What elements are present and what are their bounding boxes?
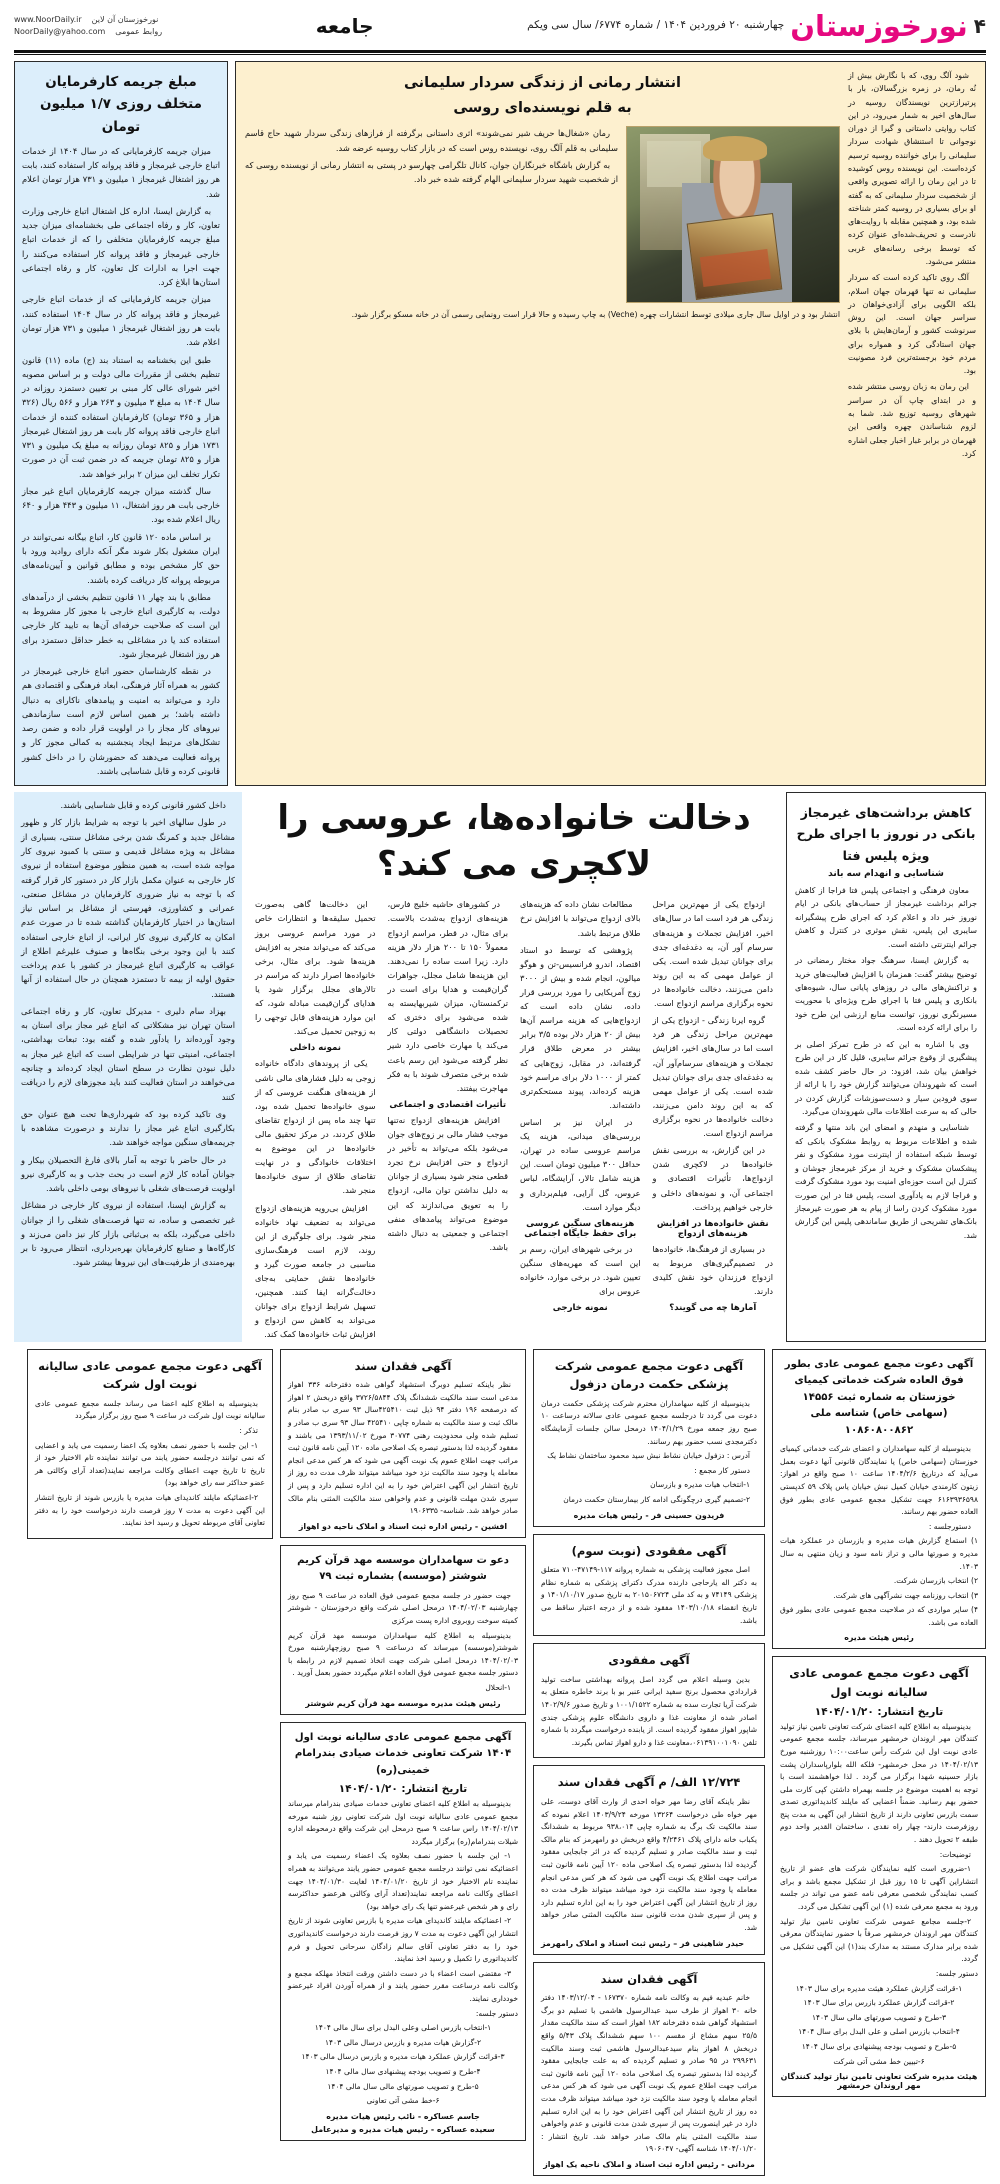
paragraph: بهزاد سام دلیری - مدیرکل تعاون، کار و رفاه اجتماعی استان تهران نیز مشکلاتی که اتباع غیر مجاز برای استان به وجود آورده‌اند را یادآور شده و گفته بود: تبعات بهداشتی، اجتماعی، امنیتی تنها در شرایطی است که اتباع غیر مجاز به دلیل نبودن نظارت در سطح استان ایجاد کرده‌اند و چنانچه می‌خواهند در استان فعالیت کنند باید مجوزهای لازم را دریافت کنند (21, 1005, 235, 1102)
paragraph: به گزارش ایسنا، استفاده از نیروی کار خارجی در مشاغل غیر تخصصی و ساده، نه تنها فرصت‌های شغلی را از جوانان داخلی می‌گیرد، بلکه به بی‌ثباتی بازار کار نیز دامن می‌زند و کارگاه‌ها و صنایع کارفرمایان بهره‌برداری، انتظار می‌رود تا بر بهره‌مندی از ظرفیت‌های این نیروها بیشتر شود. (21, 1200, 235, 1268)
paragraph: در کشورهای حاشیه خلیج فارس، هزینه‌های ازدواج به‌شدت بالاست. برای مثال، در قطر، مراسم ازدواج معمولاً ۱۵۰ تا ۲۰۰ هزار دلار هزینه دارد. زیرا است ساده را نمی‌دهند. این هزینه‌ها شامل مجلل، جواهرات گران‌قیمت و هدایا برای است در ترکمنستان، میزان شیربهایسته به شده می‌شود برای دختری که تحصیلات دانشگاهی دولتی کار می‌کند یا مهارت خاصی دارد شیر نظر گرفته می‌شود این رسم باعث شده برخی متصرف شوند با به فکر مهاجرت بیفتند. (387, 899, 508, 1093)
notice-box (280, 1722, 526, 2141)
paragraph: یکی از پروندهای دادگاه خانواده زوجی به دلیل فشارهای مالی ناشی از هزینه‌های هنگفت عروسی که از سوی خانواده‌ها تحمیل شده بود، تنها چند ماه پس از ازدواج تقاضای طلاق کردند، در مرکز تحقیق مالی خانواده‌ها در این موضوع به اختلافات خانوادگی و در نهایت تقاضای طلاق از سوی خانواده‌ها منجر شد. (255, 1058, 376, 1196)
notices-column-mid-right (280, 1349, 526, 2141)
masthead-rule-thin (14, 54, 986, 55)
article-photo (626, 126, 840, 303)
paragraph: شود آلگ روی، که با نگارش بیش از نُه رمان، در زمره بزرگسالان، بار با پرتیرازترین نویسندگان روسیه در سال‌های اخیر به شمار می‌رود، در این کتاب روایتی داستانی و گیرا از دوران نوجوانی تا استنشاق شهادت سردار سلیمانی را برای خواننده روسیه ترسیم کرده‌است. این نویسنده روس کوشیده تا در این رمان را ارائه تصویری واقعی از شخصیت سردار سلیمانی که به گفته او برای بسیاری در روسیه کمتر شناخته شده بود، و همچنین مقابله با روایت‌های نادرست و تحریف‌شده‌ای عنوان کرده که توسط برخی رسانه‌های غربی منتشر می‌شود. (848, 71, 976, 266)
paragraph: به گزارش باشگاه خبرنگاران جوان، کانال تلگرامی چهارسو در پستی به انتشار رمانی از نویسنده روسی که از شخصیت شهید سردار سلیمانی الهام گرفته شده خبر داد. (245, 159, 618, 185)
paragraph: در نقطه کارشناسان حضور اتباع خارجی غیرمجاز در کشور به همراه آثار فرهنگی، ابعاد فرهنگی و اقتصادی هم دارد و می‌تواند به امنیت و پیامدهای ناکارای به دنبال داشته باشد؛ بر همین اساس لازم است سازماندهی نیروهای کار مجاز را در اولویت قرار داده و ضمن رصد تشکل‌های مرتبط ایجاد پنجشنبه به کمالی مجوز کار و پروانه فعالیت می‌دهند که حضورشان را در داخل کشور قانونی کرده و قابل شناسایی باشند. (22, 666, 220, 776)
notice-paragraph: دستورجلسه : (928, 1521, 971, 1531)
notice-box (533, 1349, 765, 1527)
notice-title: آگهی دعوت مجمع عمومی عادی سالیانه نوبت اول (789, 1666, 969, 1700)
notice-agenda-item: ۲-قرائت گزارش عملکرد بازرس برای سال ۱۴۰۳ (803, 1998, 955, 2008)
notice-paragraph: بدینوسیله به اطلاع کلیه اعضای تعاونی خدمات صیادی بندرامام میرساند مجمع عمومی عادی سالیانه نوبت اول شرکت تعاونی روز شنبه مورخه ۱۴۰۴/۰۲/۱۳ راس ساعت ۹ صبح درمحل این شرکت واقع درمحوطه اداره شیلات بندرامام(ره) برگزار میگردد (288, 1799, 518, 1846)
notice-signature: مردانی - رئیس اداره ثبت اسناد و املاک ناحیه یک اهواز (543, 2159, 755, 2169)
notice-box (533, 1643, 765, 1758)
notice-title: آگهی دعوت مجمع عمومی عادی بطور فوق العاده شرکت خدماتی کیمیای خوزستان به شماره ثبت ۱۴۵۵۶ (سهامی خاص) شناسه ملی ۱۰۸۶۰۸۰۰۸۶۲ (784, 1358, 974, 1436)
notice-paragraph: اصل مجوز فعالیت پزشکی به شماره پروانه ۱۱۷-۴۷۱۴۹-۷۱۰ متعلق به دکتر اله یارحاجی دارنده مدرک دکترای پزشکی به شماره نظام پزشکی ۷۴۱۴۹ و به کد ملی ۲۰۱۵۰۶۷۲۴ به تاریخ صدور ۱۴۰۱/۱۰/۱۷ و تاریخ انقضاء ۱۴۰۳/۱۰/۱۸ مفقود شده و از درجه اعتبار ساقط می باشد. (541, 1565, 757, 1625)
notice-title: آگهی دعوت مجمع عمومی شرکت پزشکی حکمت درمان دزفول (554, 1358, 744, 1392)
subheading: نمونه داخلی (289, 1043, 342, 1054)
notice-paragraph: بدینوسیله به اطلاع کلیه اعضا می رساند جلسه مجمع عمومی عادی سالیانه نوبت اول شرکت در ساعت ۹ صبح روز برگزار میگردد (35, 1398, 265, 1421)
notice-signature: رئیس هیئت مدیره (844, 1633, 914, 1643)
notice-box (27, 1349, 273, 1539)
paragraph: افزایش هزینه‌های ازدواج نه‌تنها موجب فشار مالی بر زوج‌های جوان می‌شود بلکه می‌تواند به تأخیر در ازدواج و حتی افزایش نرخ تجرد قطعی منجر شود بسیاری از جوانان به دلیل نداشتن توان مالی، ازدواج را به تعویق می‌اندازند که این موضوع می‌تواند پیامدهای منفی اجتماعی و جمعیتی به دنبال داشته باشد. (387, 1114, 508, 1252)
notice-agenda-title: دستور جلسه: (475, 2008, 518, 2018)
paragraph: در ایران نیز بر اساس بررسی‌های میدانی، هزینه یک مراسم عروسی ساده در تهران، حداقل ۳۰۰ میلیون تومان است. این هزینه شامل تالار، آرایشگاه، لباس عروس، گل آرایی، فیلم‌برداری و دیگر موارد است. (520, 1116, 641, 1212)
masthead-right (527, 8, 986, 43)
paragraph: در بسیاری از فرهنگ‌ها، خانواده‌ها در تصمیم‌گیری‌های مربوط به ازدواج فرزندان خود نقش کلیدی دارند. (652, 1243, 773, 1297)
paragraph: بر اساس ماده ۱۲۰ قانون کار، اتباع بیگانه نمی‌توانند در ایران مشغول بکار شوند مگر آنکه دارای روادید ورود با حق کار مشخص بوده و مطابق قوانین و آیین‌نامه‌های مربوطه پروانه کار دریافت کرده باشند. (22, 531, 220, 585)
notice-box (772, 1656, 986, 2097)
notices-column-right (27, 1349, 273, 1539)
headline-line-2: به قلم نویسنده‌ای روسی (453, 99, 632, 116)
notice-paragraph: ۲-تصمیم گیری درچگونگی ادامه کار بیمارستان حکمت درمان (563, 1495, 750, 1504)
notice-paragraph: تذکر : (239, 1426, 258, 1436)
classified-notices (8, 1342, 992, 2184)
paragraph: به گزارش ایسنا، سرهنگ جواد مختار رمضانی در توضیح بیشتر گفت: همزمان با افزایش فعالیت‌های خرید و تراکنش‌های مالی در روزهای پایانی سال، شیوه‌های بانکاری و پلیس فتا با اجرای طرح ویژه‌ای با محوریت مسیرنگری نوروز، توانست منابع ارزشی این طرح خود را برای ارائه کرده است. (795, 956, 977, 1033)
notice-paragraph: آدرس : دزفول خیابان نشاط نبش سید محمود ساختمان نشاط یک (547, 1451, 750, 1461)
notice-agenda-item: ۴-طرح و تصویب بودجه پیشنهادی سال مالی ۱۴۰۴ (325, 2066, 481, 2076)
notice-title: ۱۲/۷۲۴ الف/ م آگهی فقدان سند (557, 1775, 741, 1790)
notice-paragraph: ۱-انحلال (485, 1682, 511, 1692)
notice-box (533, 1765, 765, 1954)
notice-signature: هیئت مدیره شرکت تعاونی تامین نیاز تولید کنندگان مهر اروندان خرمشهر (780, 2072, 978, 2091)
masthead-contact (14, 14, 162, 38)
notice-agenda-item: ۴) سایر مواردی که در صلاحیت مجمع عمومی عادی بطور فوق العاده می باشد. (780, 1605, 978, 1627)
paragraph: سال گذشته میزان جریمه کارفرمایان اتباع غیر مجاز خارجی بابت هر روز اشتغال، ۱۱ میلیون و ۴۴۳ هزار و ۶۴۰ ریال اعلام شده بود. (22, 485, 220, 525)
notice-box (772, 1349, 986, 1650)
feature-headline: دخالت خانواده‌ها، عروسی را لاکچری می کند؟ (277, 798, 751, 884)
soleimani-lead-text (245, 126, 618, 303)
notice-agenda-item: ۶-خط مشی آتی تعاونی (366, 2096, 440, 2106)
paragraph: گروه ایرنا زندگی - ازدواج یکی از مهم‌ترین مراحل زندگی هر فرد است اما در سال‌های اخیر، افزایش تجملات و هزینه‌های سرسام‌آور آن، به دغدغه‌ای جدی برای جوانان تبدیل شده است. یکی از عوامل مهمی که به این روند دامن می‌زنند، دخالت خانواده‌ها در نحوه برگزاری مراسم ازدواج است. (652, 1015, 773, 1139)
article-cyber-police (786, 792, 986, 1341)
notice-signature-secondary: سعیده عساکره - رئیس هیات مدیره و مدیرعامل (311, 2124, 495, 2134)
notice-box (533, 1534, 765, 1637)
notice-agenda-item: ۱-انتخاب بازرس اصلی وعلی البدل برای سال مالی ۱۴۰۴ (314, 2023, 492, 2033)
soleimani-left-column (848, 69, 976, 463)
section-title: جامعه (315, 14, 374, 38)
paragraph: شناسایی و منهدم و امضای این باند منتها و گرفته شده و اطلاعات مربوط به روابط مشکوک بانکی که توسط شبکه استفاده از اینترنت مورد مشکوک و نفر پیشکسان مشکوک و خرید از مرکز غیرمجاز جوشان و کنترل این است حوزه‌ای امنیت بود مورد مشکوک گرفت و فراجا لازم به یادآوری است، پلیس فتا در این صورت مورد مشکوک کردن راسا از پیام به هر صورت غیرمجاز بانک‌های تشریحی از طریق ساماندهی پلیس این گزارش شد. (795, 1123, 977, 1240)
paragraph: وی تاکید کرده بود که شهرداری‌ها تحت هیچ عنوان حق بکارگیری اتباع غیر مجاز را ندارند و درصورت مشاهده با جریمه‌های سنگین مواجه خواهند شد. (21, 1108, 235, 1148)
notice-agenda-item: ۱) استماع گزارش هیات مدیره و بازرسان در عملکرد هیات مدیره و صورتها مالی و تراز نامه سود و زیان منتهی به سال ۱۴۰۳. (780, 1536, 978, 1571)
notice-paragraph: بدینوسیله به اطلاع کلیه اعضای شرکت تعاونی تامین نیاز تولید کنندگان مهر اروندان خرمشهر میرساند، جلسه مجمع عمومی عادی نوبت اول این شرکت رأس ساعت۱۰:۰۰ روزشنبه مورخ ۱۴۰۴/۰۲/۱۳ در محل خرمشهر- فلکه الله بلوارپاسداران پشت بازار حسینیه شهدا برگزار می گردد . لذا خواهشمند است با توجه به اهمیت موضوع در جلسه بهمراه داشتن کپی کارت ملی حضور بهم رسانید. ضمناً اعضایی که مایلند کاندیداتوری تصدی سمت بازرس تعاونی دارند از تاریخ انتشار این آگهی به مدت پنج روزفرصت دارند- چهار راه نقدی ، ساختمان القدیر واحد دوم طبقه ۲ تحویل دهند . (780, 1721, 978, 1845)
notice-paragraph: ۱- این جلسه با حضور نصف بعلاوه یک اعضا رسمیت می یابد و اعضایی که نمی توانند درجلسه حضور یابند می توانند نماینده تام الاختیار خود از تاریخ تا تاریخ جهت اعطای وکالت مراجعه نمایند(تعداد آرای وکالتی هر عضو حداکثر سه رای خواهد بود) (35, 1440, 265, 1488)
paragraph: میزان جریمه کارفرمایانی که از خدمات اتباع خارجی غیرمجاز و فاقد پروانه کار در سال ۱۴۰۴ استفاده کنند، بابت هر روز اشتغال غیرمجاز ۱ میلیون و ۷۳۱ هزار تومان اعلام شد. (22, 294, 221, 348)
paragraph: ازدواج یکی از مهم‌ترین مراحل زندگی هر فرد است اما در سال‌های اخیر، افزایش تجملات و هزینه‌های سرسام آور آن، به دغدغه‌ای جدی برای جوانان تبدیل شده است. یکی از عوامل مهمی که به این روند دامن می‌زنند، دخالت خانواده‌ها در نحوه برگزاری مراسم ازدواج است. (652, 899, 773, 1009)
notice-paragraph: بدینوسیله از کلیه سهامداران و اعضای شرکت خدماتی کیمیای خوزستان (سهامی خاص) یا نمایندگان قانونی آنها دعوت بعمل می‌آید که درتاریخ ۱۴۰۴/۲/۶ ساعت ۱۰ صبح واقع در اهواز: زیتون کارمندی خیابان کمیل نبش خیابان یاس پلاک ۵۹ کدپستی ۶۱۶۳۹۳۶۵۹۸ جهت تشکیل مجمع عمومی عادی بطور فوق العاده حضور بهم رسانند. (780, 1444, 978, 1517)
notice-agenda-item: ۵-طرح و تصویب صورتهای مالی سال مالی ۱۴۰۴ (327, 2081, 479, 2091)
pr-label: روابط عمومی (115, 27, 163, 36)
notice-paragraph: خانم عبدیه فیم به وکالت نامه شماره ۱۶۷۳۷۰ - ۱۴۰۳/۱۲/۰۴ دفتر خانه ۳۰ اهواز از طرف سید عبدالرسول هاشمی با تسلیم دو برگ استشهاد گواهی شده دفترخانه ۱۸۲ اهواز است که سند مالکیت مقدار ۲۵/۵ سهم مشاع از مقسم ۱۰۰ سهم ششدانگ پلاک ۵/۴۳ واقع دربخش ۸ اهواز بنام سیدعبدالرسول هاشمی ثبت وسند مالکیت ۲۹۹۶۳۱ در ۹۵ صادر و تسلیم گردیده که به علت جابجایی مفقود گردیده لذا بدستور تبصره یک اصلاحی ماده ۱۲۰ آیین نامه قانون ثبت مراتب جهت اطلاع عموم یک نوبت آگهی می شود که هر کس مدعی انجام معامله یا وجود سند مالکیت نزد خود میباشد میتواند ظرف مدت ده روز از تاریخ انتشار این آگهی اعتراض خود را به این اداره تسلیم دارد در غیر اینصورت پس از سپری شدن مدت قانونی و عدم واخواهی سند مالکیت المثنی بنام مالک صادر خواهد شد. تاریخ انتشار : ۱۴۰۴/۰۱/۲۰ شناسه آگهی- ۱۹۰۶۰۴۷ (541, 1993, 758, 2154)
notice-signature: جاسم عساکره - نائب رئیس هیات مدیره (326, 2111, 480, 2121)
subheading: هزینه‌های سنگین عروسی برای حفظ جایگاه اجتماعی (524, 1218, 637, 1239)
notice-title: دعو ت سهامداران موسسه مهد قرآن کریم شوشتر (موسسه) بشماره ثبت ۷۹ (297, 1554, 509, 1583)
notice-paragraph: بدینوسیله به اطلاع کلیه سهامداران موسسه مهد قرآن کریم شوشتر(موسسه) میرساند که درساعت ۹ صبح روزچهارشنبه مورخ ۱۴۰۴/۰۲/۰۳ درمحل اصلی شرکت جهت اتخاذ تصمیم لازم در رابطه با دستور جلسه مجمع عمومی فوق العاده اعلام میگیردد حضور بعمل آورید . (288, 1630, 518, 1678)
notice-agenda-title: دستور جلسه: (935, 1969, 978, 1979)
article-employer-fine (14, 61, 228, 786)
notice-title: آگهی فقدان سند (600, 1971, 698, 1986)
notice-paragraph: ۱-ضروری است کلیه نمایندگان شرکت های عضو از تاریخ انتشاراین آگهی تا ۱۵ روز قبل از تشکیل مجمع باشد و برای کسب نمایندگی شخصی معرفی نامه عضو می تواند در جلسه ورود به مجمع معرفی شده (۱) این آگهی تشکیل می گردد. (780, 1864, 978, 1912)
notice-paragraph: ۲- اعضائیکه مایلند کاندیدای هیات مدیره یا بازرس تعاونی شوند از تاریخ انتشار این آگهی دعوت به مدت ۷ روز فرصت دارند درخواست کاندیداتوری خود را به دفتر تعاونی آقای سالم زادگان سرحانی تحویل و فرم کاندیداتوری را تکمیل و رسید اخذ نمایند. (288, 1916, 518, 1964)
notice-paragraph: ۱- این جلسه با حضور نصف بعلاوه یک اعضاء رسمیت می یابد و اعضائیکه نمی توانند درجلسه مجمع عمومی حضور یابند می‌توانند به همراه نماینده تام الاختیار خود از تاریخ ۱۴۰۴/۰۱/۲۰ لغایت ۱۴۰۴/۰۱/۳۰ جهت اعطای وکالت نامه مراجعه نمایند(تعداد آرای وکالتی هرعضو حداکثرسه رای و هر شخص غیرعضو تنها یک رای خواهد بود) (288, 1851, 518, 1911)
article-foreign-workers-continued (14, 792, 242, 1341)
article-headline: کاهش برداشت‌های غیرمجاز بانکی در نوروز با اجرای طرح ویژه پلیس فتا (796, 805, 976, 863)
notice-title: آگهی مجمع عمومی عادی سالیانه نوبت اول ۱۴۰۴ شرکت تعاونی خدمات صیادی بندرامام خمینی(ره) (294, 1731, 512, 1776)
photo-book (686, 213, 782, 300)
notice-box (280, 1545, 526, 1715)
notice-paragraph: جهت حضور در جلسه مجمع عمومی فوق العاده در ساعت ۹ صبح روز چهارشنبه ۱۴۰۴/۰۲/۰۳ درمحل اصلی شرکت واقع درخوزستان - شوشتر کمیته سوخت روبروی اداره پست مرکزی (288, 1590, 518, 1625)
notice-signature: حیدر شاهینی فر – رئیس ثبت اسناد و املاک رامهرمز (541, 1938, 745, 1948)
photo-caption: انتشار بود و در اوایل سال جاری میلادی توسط انتشارات چهره (Veche) به چاپ رسیده و حالا قرار است رونمایی رسمی آن در خانه مسکو برگزار شود. (351, 310, 840, 320)
notice-paragraph: ۲-اعضائیکه مایلند کاندیدای هیات مدیره یا بازرس شوند از تاریخ انتشار این آگهی دعوت به مدت ۷ روز فرصت دارند درخواست خود را به دفتر تعاونی آقای مربوطه تحویل و رسید اخذ نمایند. (35, 1493, 265, 1528)
notice-paragraph: نظر باینکه آقای رضا مهر خواه احدی از وارث آقای دوست، علی مهر خواه طی درخواست ۱۳۲۶۴ مورخه ۱۴۰۳/۹/۲۴ اعلام نموده که سند مالکیت تک برگ به شماره چاپی ۹۳۸،۰۱۴ مربوط به ششدانگ یکباب خانه دارای پلاک ۴/۲۴۶۱ واقع دربخش دو رامهرمز که بنام مالک ثبت و سند مالکیت صادر و تسلیم گردیده که در اثر جابجایی مفقود گردیده لذا بدستور تبصره یک اصلاحی ماده ۱۲۰ آیین نامه قانون ثبت مراتب جهت اطلاع یک نوبت آگهی می شود که هر کس مدعی انجام معامله یا وجود سند مالکیت نزد خود میباشد میتواند ظرف مدت ده روز از تاریخ انتشار این آگهی اعتراض خود را به این اداره تسلیم دارد و پس از سپری شدن مدت قانونی سند مالکیت المثنی صادر خواهد شد. (541, 1797, 758, 1932)
notices-column-mid-left (533, 1349, 765, 2176)
soleimani-main-column (245, 69, 840, 463)
paragraph: در حال حاضر با توجه به آمار بالای فارغ التحصیلان بیکار و جوانان آماده کار لازم است در بحث جذب و به کارگیری نیرو اولویت فرصت‌های شغلی با نیروهای بومی داخلی باشد. (21, 1154, 235, 1194)
website-label: نورخوزستان آن لاین (91, 15, 159, 24)
article-subheadline: شناسایی و انهدام سه باند (828, 868, 944, 879)
paragraph: در طول سالهای اخیر با توجه به شرایط بازار کار و ظهور مشاغل جدید و کمرنگ شدن برخی مشاغل سنتی، بسیاری از مشاغل به ویژه مشاغل قدیمی و سنتی با کمبود نیروی کار مواجه شده است، به همین منظور موضوع استفاده از نیروی کار خارجی به عنوان مکمل بازار کار در دستور کار قرار گرفته که با توجه به نیاز ضروری کارفرمایان در مشاغل صنعتی، عمرانی و کشاورزی، فهرستی از مشاغل بر اساس نیاز استان‌ها در اختیار کارفرمایان گذاشته شده تا در صورت عدم امکان به کارگیری نیروی کار ایرانی، از اتباع خارجی استفاده کنند با این وجود برخی بنگاه‌ها و صنوف علیرغم اطلاع از عواقب به کارگیری اتباع غیرمجاز در کشور با عدم پرداخت حقوق اولیه از بیمه تا دستمزد همچنان در حال استفاده از آنها هستند. (21, 817, 235, 999)
notice-agenda-item: ۵-طرح و تصویب بودجه پیشنهادی برای سال ۱۴۰۴ (801, 2041, 957, 2051)
notice-agenda-item: ۲) انتخاب بازرسان شرکت. (893, 1576, 978, 1586)
website-url: www.NoorDaily.ir (14, 15, 82, 24)
notice-title: آگهی مفقودی (608, 1653, 690, 1668)
notice-paragraph: بدین وسیله اعلام می گردد اصل پروانه بهداشتی ساخت تولید قراردادي محصول برنج سفید ایرانی عنبر بو با برند خاطره متعلق به شرکت آریا تجارت سده به شماره ۱۰۰۱/۱۵۲۲ و تاریخ صدور ۱۴۰۲/۹/۶ اصادر شده از معاونت غذا و داروی دانشگاه علوم پزشکی جندی شاپور اهواز مفقود گردیده است. از یابنده درخواست میگردد با شماره تلفن ۰۶۱۳۹۱۰۰۱۰۹۰،معاونت غذا و دارو اهواز تماس بگیرند. (541, 1674, 757, 1747)
notice-agenda-item: ۴-انتخاب بازرس اصلی و علی البدل برای سال ۱۴۰۴ (798, 2027, 960, 2037)
headline-line-1: انتشار رمانی از زندگی سردار سلیمانی (403, 75, 681, 91)
subheading: نمونه خارجی (552, 1303, 608, 1314)
paragraph: رمان «شغال‌ها حریف شیر نمی‌شوند» اثری داستانی برگرفته از فرازهای زندگی سردار شهید حاج قاسم سلیمانی به قلم آلگ روی، نویسنده روس است که در بازار کتاب روسیه عرضه شد. (245, 128, 618, 153)
paragraph: این دخالت‌ها گاهی به‌صورت تحمیل سلیقه‌ها و انتظارات خاص در مورد مراسم عروسی بروز می‌کند که می‌تواند منجر به افزایش هزینه‌ها شود. برای مثال، برخی خانواده‌ها اصرار دارند که مراسم در تالارهای مجلل برگزار شود یا هدایای گران‌قیمت مبادله شود، که این موارد هزینه‌های قابل توجهی را به زوجین تحمیل می‌کند. (255, 899, 376, 1037)
notice-paragraph: ۱-انتخاب هیات مدیره و بازرسان (650, 1480, 750, 1490)
subheading: آمارها چه می گویند؟ (669, 1303, 757, 1314)
paragraph: افزایش بی‌رویه هزینه‌های ازدواج می‌تواند به تضعیف نهاد خانواده منجر شود. برای جلوگیری از این روند، لازم است فرهنگ‌سازی مناسبی در جامعه صورت گیرد و خانواده‌ها نقش حمایتی به‌جای دخالت‌گرانه ایفا کنند. همچنین، تسهیل شرایط ازدواج برای جوانان می‌تواند به کاهش سن ازدواج و افزایش ثبات خانواده‌ها کمک کند. (255, 1202, 376, 1340)
subheading: نقش خانواده‌ها در افزایش هزینه‌های ازدواج (656, 1218, 769, 1239)
notice-paragraph: دستور کار مجمع : (694, 1465, 750, 1475)
paragraph: آلگ روی تاکید کرده است که سردار سلیمانی نه تنها قهرمان جهان اسلام، بلکه الگویی برای آزادی‌خواهان در سراسر جهان است. این روش سرنوشت کشور و آرمان‌هایش با بلای جهان استادگی کرد و همواره برای مردم خود برجسته‌ترین فرد مصونیت بود. (848, 273, 976, 376)
paragraph: طبق این بخشنامه به استناد بند (ج) ماده (۱۱) قانون تنظیم بخشی از مقررات مالی دولت و بر اساس مصوبه اخیر شورای عالی کار مبنی بر تعیین دستمزد روزانه در سال ۱۴۰۴ به مبلغ ۳ میلیون و ۲۶۳ هزار و ۵۶۶ ریال (۳۲۶ هزار و ۳۶۵ تومان) کارفرمایان استفاده کننده از خدمات اتباع خارجی فاقد پروانه کار بابت هر روز اشتغال غیرمجاز ۱۷۳۱ هزار و ۸۲۵ تومان روزانه به مبلغ یک میلیون و ۷۳۱ هزار و ۸۲۵ تومان جریمه که در ضمن ثبت آن در صورت تکرار تخلف این میزان ۲ برابر خواهد شد. (22, 354, 221, 479)
photo-person-hair (703, 136, 767, 161)
article-soleimani-novel (235, 61, 986, 786)
paragraph: مطابق با بند چهار ۱۱ قانون تنظیم بخشی از درآمدهای دولت، به کارگیری اتباع خارجی با مجوز کار مشروط به این است که صلاحیت حرفه‌ای آن‌ها به تایید کار خارجی استفاده کند یا در مشاغلی به خطر حداقل دستمزد برای هر روز اشتغال غیرمجاز شود. (22, 591, 220, 659)
notice-publish-date: تاریخ انتشار: ۱۴۰۴/۰۱/۲۰ (338, 1783, 468, 1796)
notice-agenda-item: ۱-قرائت گزارش عملکرد هیئت مدیره برای سال ۱۴۰۳ (795, 1983, 963, 1993)
article-wedding-luxury (249, 792, 779, 1341)
notice-paragraph: ۲-جلسه مجامع عمومی شرکت تعاونی تامین نیاز تولید کنندگان مهر اروندان خرمشهر صرفاً با حضور نمایندگان معرفی شده برابر مدارک مستند به مدارک بند(۱) این آگهی تشکیل می گردد. (780, 1916, 978, 1964)
subheading: تأثیرات اقتصادی و اجتماعی (389, 1099, 507, 1110)
article-headline: مبلغ جریمه کارفرمایان متخلف روزی ۱/۷ میلیون تومان (40, 74, 202, 135)
notice-title: آگهی دعوت مجمع عمومی عادی سالیانه نوبت اول شرکت (38, 1358, 262, 1392)
paragraph: این رمان به زبان روسی منتشر شده و در ابتدای چاپ آن در سراسر شهرهای روسیه توزیع شد. شما به لزوم شناساندن چهره واقعی این قهرمان در برابر غبار اخبار جعلی اشاره کرد. (848, 382, 976, 458)
notice-box (280, 1349, 526, 1538)
notice-agenda-item: ۳) انتخاب روزنامه جهت نشرآگهی های شرکت. (833, 1590, 978, 1600)
notice-agenda-item: ۳-قرائت گزارش عملکرد هیات مدیره و بازرس درسال مالی ۱۴۰۳ (301, 2052, 505, 2062)
notices-column-left (772, 1349, 986, 2098)
paragraph: مطالعات نشان داده که هزینه‌های بالای ازدواج می‌تواند با افزایش نرخ طلاق مرتبط باشد. (520, 899, 641, 938)
main-feature-band (8, 786, 992, 1341)
notice-title: آگهی فقدان سند (354, 1358, 452, 1373)
notice-paragraph: توضیحات: (939, 1849, 971, 1859)
notice-publish-date: تاریخ انتشار: ۱۴۰۴/۰۱/۲۰ (814, 1705, 944, 1718)
paragraph: وی با اشاره به این که در طرح تمرکز اصلی بر پیشگیری از وقوع جرائم سایبری، قلیل کار در این طرح خواهش بیان شد، افزود: در حال حاضر کشف شده است که شهروندان می‌توانند گزارش خود را با ارائه از سوی فرودین سیار و دست‌سوزشات گزارش کردن در حالی که به سرعت اطلاعات مالی شهروندان می‌گیرد. (795, 1039, 977, 1116)
notice-title: آگهی مفقودی (نوبت سوم) (571, 1543, 727, 1558)
paragraph: پژوهشی که توسط دو استاد اقتصاد، اندرو فرانسیس-تن و هوگو میالون، انجام شده و بیش از ۳۰۰۰ زوج آمریکایی را مورد بررسی قرار داده، نشان داده است که ازدواج‌هایی که هزینه مراسم آن‌ها بیش از ۲۰ هزار دلار بوده ۳/۵ برابر بیشتر در معرض طلاق قرار گرفته‌اند، در مقابل، زوج‌هایی که کمتر از ۱۰۰۰ دلار برای مراسم خود هزینه کرده‌اند، پیوند مستحکم‌تری داشته‌اند. (520, 944, 641, 1110)
notice-paragraph: نظر باینکه تسلیم دوبرگ استشهاد گواهی شده دفترخانه ۳۳۶ اهواز مدعی است سند مالکیت ششدانگ پلاک ۳۷۲۶/۵۸۴۴ واقع دربخش ۲ اهواز که درصفحه ۱۹۶ دفتر ۹۴ ذیل ثبت ۴۲۵۴۱۰سال ۹۳ سری ب صادر بنام مالک ثبت و سند مالکیت به شماره چاپی ۴۲۵۴۱۰ سال ۹۳ سری ب صادر و تسلیم شده ولی محدودیت رهنی ۳۰۷۷۴ مورخ ۱۳۹۳/۱۱/۰۲ می باشند و مفقود گردیده لذا بدستور تبصره یک اصلاحی ماده ۱۲۰ آیین نامه قانون ثبت مراتب جهت اطلاع عموم یک نوبت آگهی می شود که هر کس مدعی انجام معامله یا وجود سند مالکیت نزد خود میباشد میتواند ظرف مدت ده روز از تاریخ انتشار این آگهی اعتراض خود را به این اداره تسلیم دارد و پس از سپری شدن مهلت قانونی و عدم واخواهی سند مالکیت المثنی بنام مالک صادر خواهد شد. شناسه- ۱۹۰۶۳۳۵ (288, 1380, 519, 1516)
paragraph: در این گزارش، به بررسی نقش خانواده‌ها در لاکچری شدن ازدواج‌ها، تأثیرات اقتصادی و اجتماعی آن، و نمونه‌های داخلی و خارجی خواهیم پرداخت. (652, 1145, 773, 1212)
masthead (8, 0, 992, 48)
masthead-rule (14, 50, 986, 53)
dateline: چهارشنبه ۲۰ فروردین ۱۴۰۴ / شماره ۶۷۷۴/ سال سی ویکم (527, 19, 785, 31)
page-number: ۴ (973, 14, 986, 38)
paragraph: معاون فرهنگی و اجتماعی پلیس فتا فراجا از کاهش جرائم برداشت غیرمجاز از حساب‌های بانکی در ایام نوروز خبر داد و اعلام کرد که اجرای طرح پیشگیرانه سایبری این پلیس، نقش موثری در کنترل و کاهش جرائم اینترنتی داشته است. (795, 885, 977, 949)
paragraph: به گزارش ایسنا، اداره کل اشتغال اتباع خارجی وزارت تعاون، کار و رفاه اجتماعی طی بخشنامه‌ای میزان جدید مبلغ جریمه کارفرمایان متخلفی را که از خدمات اتباع خارجی غیرمجاز و فاقد پروانه کار استفاده می‌کنند را جهت اجرا به ادارات کل تعاون، کار و رفاه اجتماعی استان‌ها ابلاغ کرد. (22, 205, 220, 288)
notice-paragraph: ۳- مقتضی است اعضاء با در دست داشتن ورقت انتخاذ مهلکه مجمع و وکالت نامه درساعت مقرر حضور یابند و از همراه آوردن افراد غیرعضو خودداری نمایند. (288, 1968, 518, 2003)
notice-paragraph: بدینوسیله از کلیه سهامداران محترم شرکت پزشکی حکمت درمان دعوت می گردد تا درجلسه مجمع عمومی عادی سالانه درساعت ۱۰ صبح روز جمعه مورخ ۱۴۰۴/۱/۲۹ درمحل سالن جلسات آزمایشگاه دکترمجدی نسب حضور بهم رسانند. (541, 1398, 757, 1446)
article-headline (245, 71, 840, 120)
notice-agenda-item: ۶-تبیین خط مشی آتی شرکت (833, 2056, 925, 2066)
paragraph: داخل کشور قانونی کرده و قابل شناسایی باشند. (60, 800, 226, 811)
notice-agenda-item: ۳-طرح و تصویب صورتهای مالی سال ۱۴۰۳ (811, 2012, 947, 2022)
top-band (8, 61, 992, 786)
notice-signature: افشین - رئیس اداره ثبت اسناد و املاک ناحیه دو اهواز (298, 1521, 508, 1531)
notice-agenda-item: ۲-گزارش هیات مدیره و بازرس درسال مالی ۱۴۰۳ (324, 2037, 481, 2047)
feature-body-columns (255, 897, 773, 1341)
paragraph: میزان جریمه کارفرمایانی که در سال ۱۴۰۴ از خدمات اتباع خارجی غیرمجاز و فاقد پروانه کار استفاده کنند، بابت هر روز اشتغال غیرمجاز ۱ میلیون و ۷۳۱ هزار تومان اعلام شد. (22, 145, 220, 199)
email-address: NoorDaily@yahoo.com (14, 27, 106, 36)
notice-box (533, 1962, 765, 2176)
newspaper-logo: نورخوزستان (790, 8, 968, 43)
notice-signature: رئیس هیئت مدیره موسسه مهد قرآن کریم شوشتر (305, 1698, 501, 1708)
paragraph: در برخی شهرهای ایران، رسم بر این است که مهریه‌های سنگین تعیین شود. در برخی موارد، خانواده عروس برای (520, 1243, 641, 1297)
notice-signature: فریدون حسینی فر - رئیس هیات مدیره (573, 1510, 725, 1520)
